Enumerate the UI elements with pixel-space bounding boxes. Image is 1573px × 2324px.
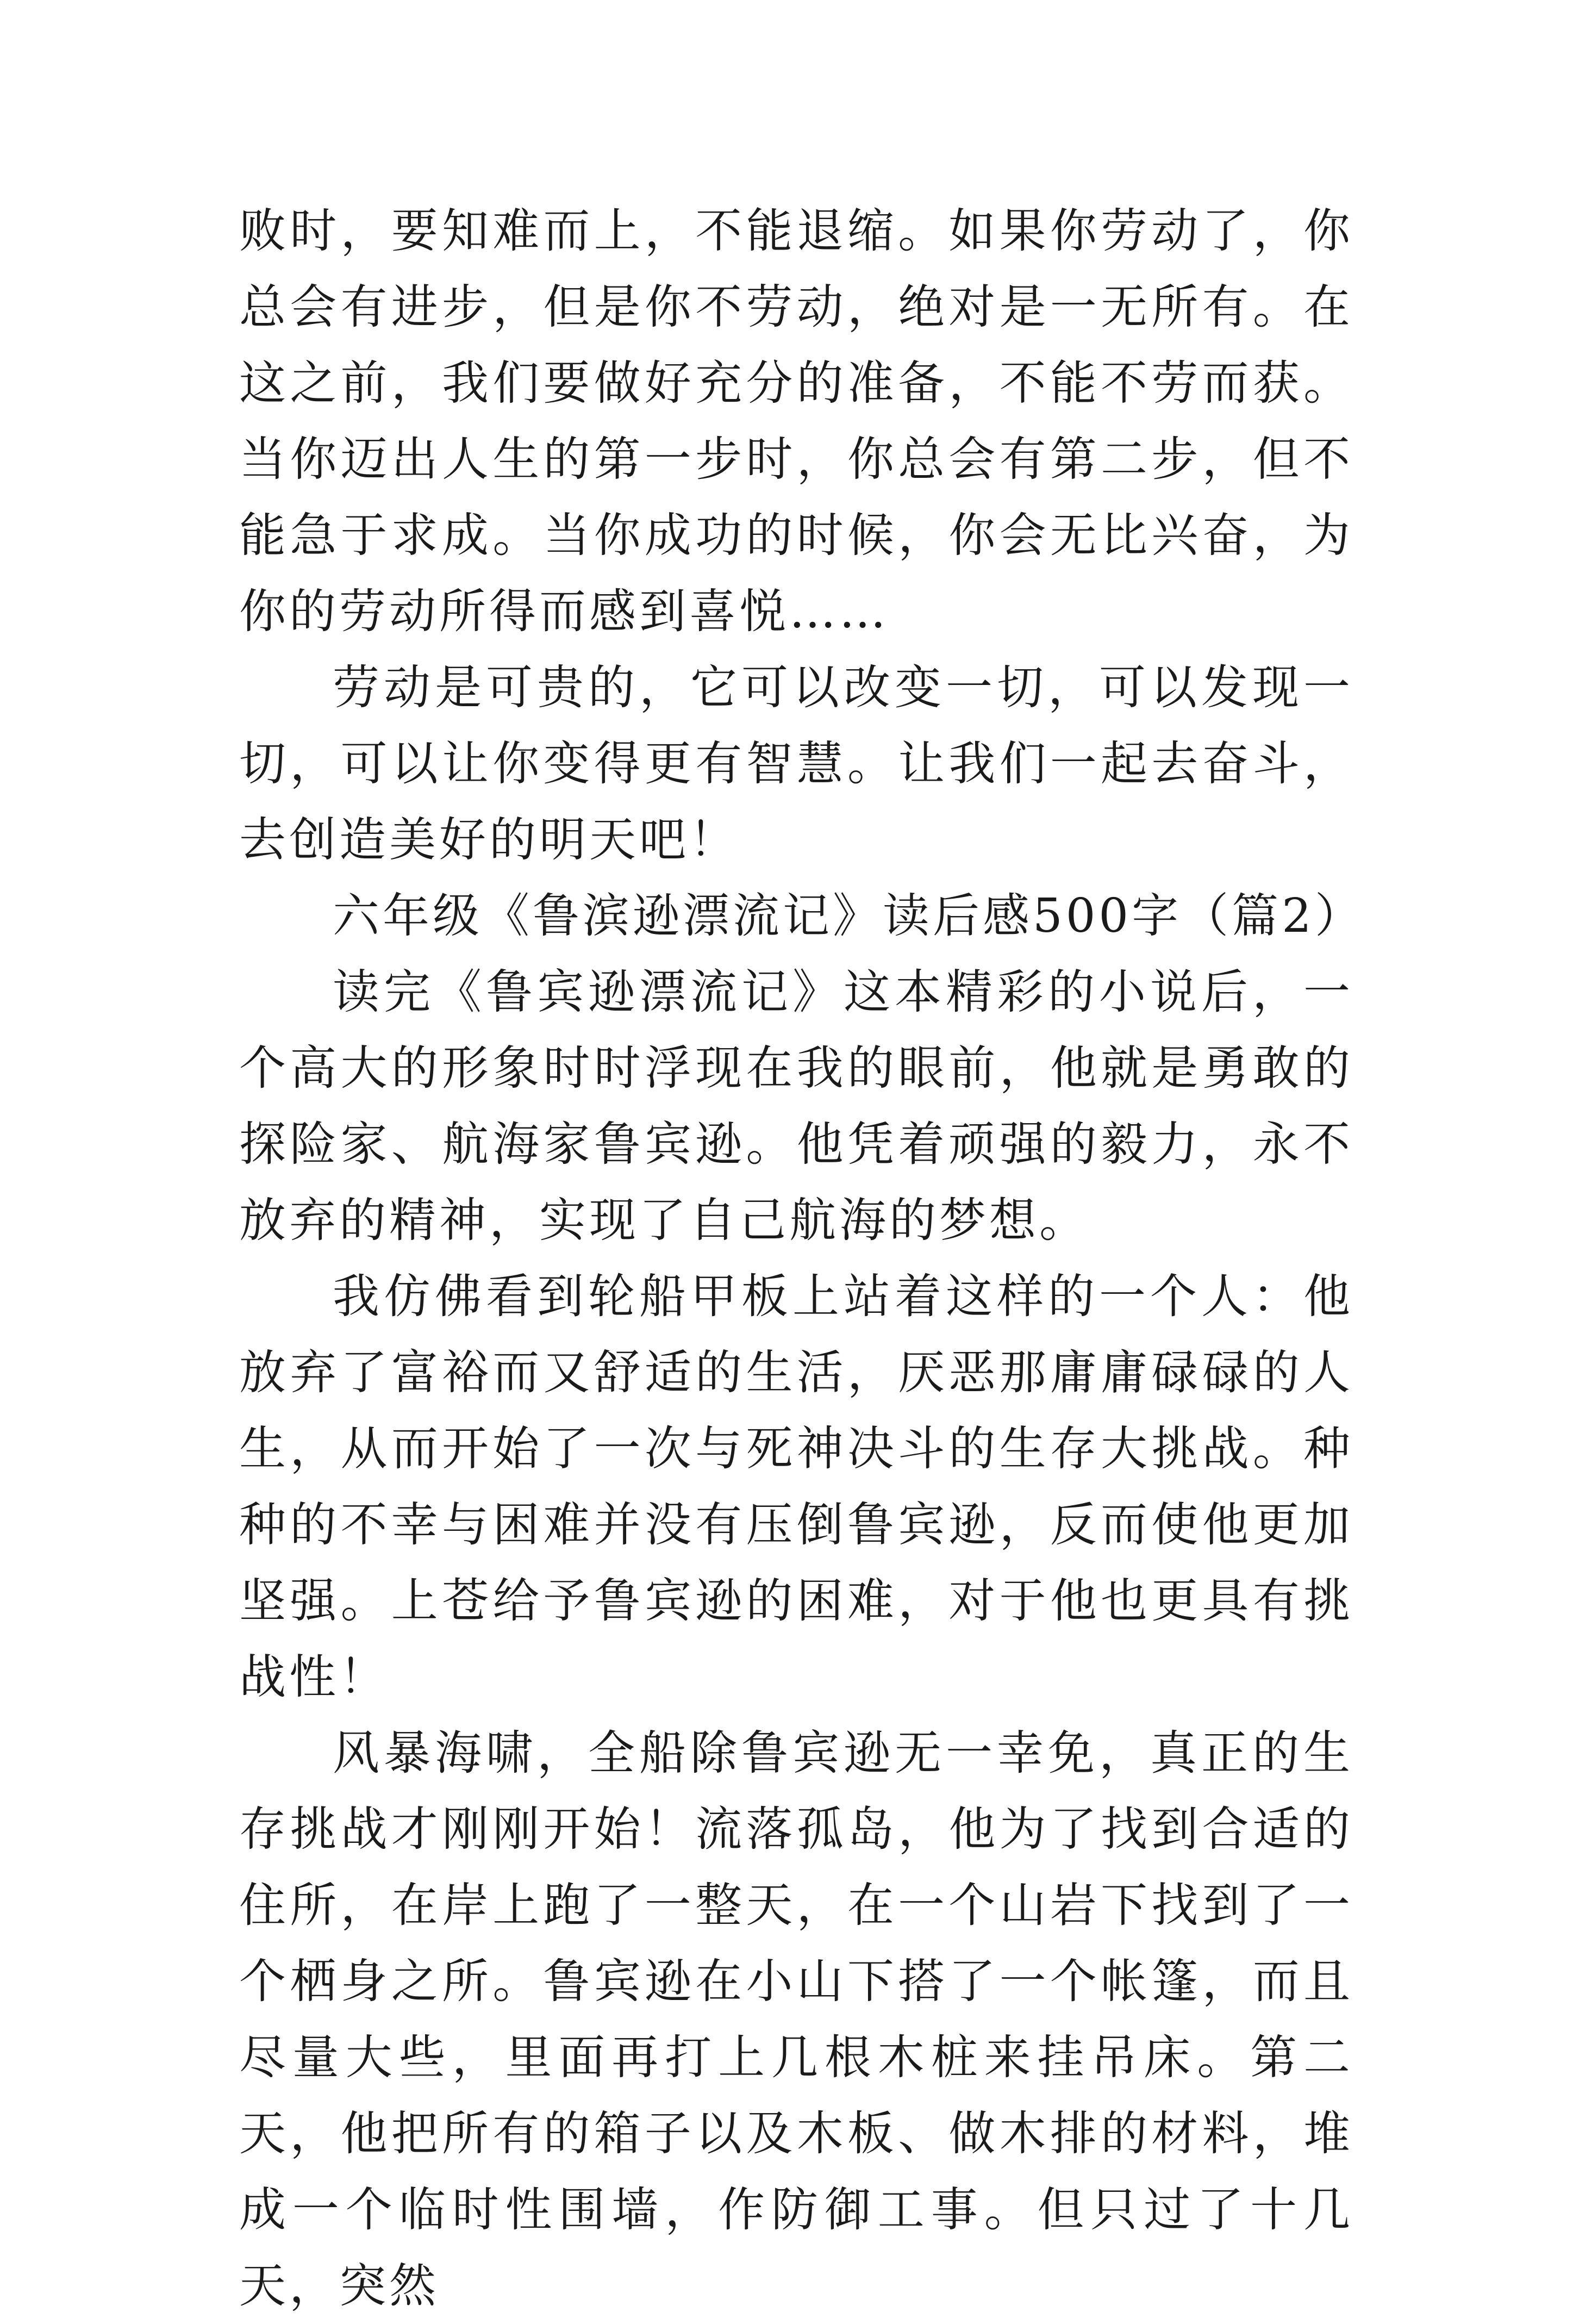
document-body — [239, 193, 1365, 2324]
section-heading: 六年级《鲁滨逊漂流记》读后感500字（篇2） — [333, 889, 1365, 943]
paragraph-labor-conclusion: 劳动是可贵的，它可以改变一切，可以发现一切，可以让你变得更有智慧。让我们一起去奋斗，去创造美好的明天吧！ — [239, 661, 1353, 867]
paragraph-intro: 读完《鲁宾逊漂流记》这本精彩的小说后，一个高大的形象时时浮现在我的眼前，他就是勇敢的探险家、航海家鲁宾逊。他凭着顽强的毅力，永不放弃的精神，实现了自己航海的梦想。 — [239, 965, 1353, 1248]
paragraph-ship-deck: 我仿佛看到轮船甲板上站着这样的一个人：他放弃了富裕而又舒适的生活，厌恶那庸庸碌碌的人生，从而开始了一次与死神决斗的生存大挑战。种种的不幸与困难并没有压倒鲁宾逊，反而使他更加坚强。上苍给予鲁宾逊的困难，对于他也更具有挑战性！ — [239, 1269, 1353, 1704]
paragraph-storm: 风暴海啸，全船除鲁宾逊无一幸免，真正的生存挑战才刚刚开始！流落孤岛，他为了找到合适的住所，在岸上跑了一整天，在一个山岩下找到了一个栖身之所。鲁宾逊在小山下搭了一个帐篷，而且尽量大些，里面再打上几根木桩来挂吊床。第二天，他把所有的箱子以及木板、做木排的材料，堆成一个临时性围墙，作防御工事。但只过了十几天，突然 — [239, 1726, 1353, 2313]
paragraph-continuation: 败时，要知难而上，不能退缩。如果你劳动了，你总会有进步，但是你不劳动，绝对是一无所有。在这之前，我们要做好充分的准备，不能不劳而获。当你迈出人生的第一步时，你总会有第二步，但不能急于求成。当你成功的时候，你会无比兴奋，为你的劳动所得而感到喜悦…… — [239, 204, 1353, 639]
